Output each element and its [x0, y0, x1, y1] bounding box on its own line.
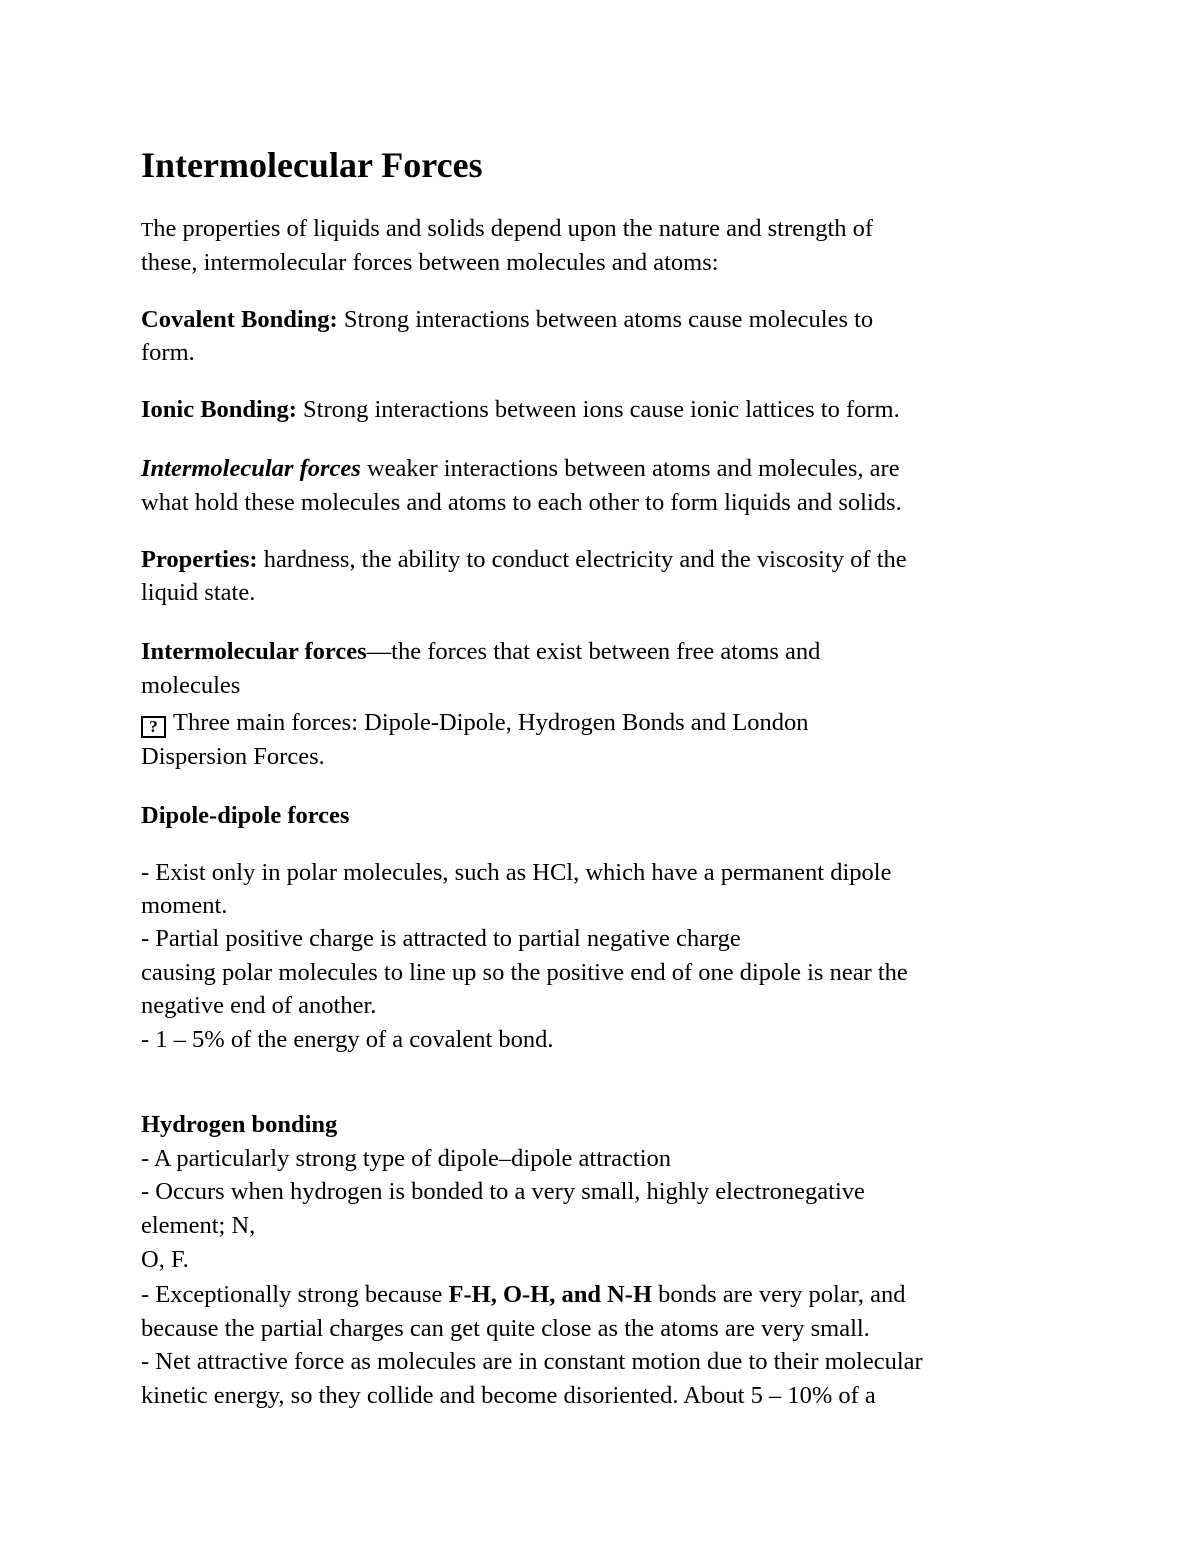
hydrogen-exc-post: bonds are very polar, and — [652, 1281, 906, 1308]
properties-text-1: hardness, the ability to conduct electricity and the viscosity of the — [257, 546, 907, 573]
hydrogen-line-2: - Occurs when hydrogen is bonded to a very small, highly electronegative — [141, 1178, 865, 1205]
imf-def-text-1: —the forces that exist between free atoms and — [366, 638, 821, 665]
hydrogen-heading-text: Hydrogen bonding — [141, 1111, 338, 1138]
hydrogen-line-5 — [141, 1278, 905, 1311]
dipole-line-3: - Partial positive charge is attracted to partial negative charge — [141, 925, 741, 952]
intro-line-1-text: he properties of liquids and solids depend upon the nature and strength of — [153, 215, 874, 242]
dipole-heading — [141, 799, 349, 832]
page-title: Intermolecular Forces — [141, 145, 483, 185]
imf-def-line-4: Dispersion Forces. — [141, 743, 325, 770]
dipole-line-4: causing polar molecules to line up so the positive end of one dipole is near the — [141, 959, 908, 986]
imf-intro-line-1 — [141, 452, 900, 485]
hydrogen-exc-bonds: F-H, O-H, and N-H — [448, 1281, 653, 1308]
imf-def-bullet-line — [141, 706, 808, 739]
dipole-line-1: - Exist only in polar molecules, such as HCl, which have a permanent dipole — [141, 859, 892, 886]
covalent-term: Covalent Bonding: — [141, 306, 338, 333]
dipole-heading-text: Dipole-dipole forces — [141, 802, 350, 829]
imf-intro-text-1: weaker interactions between atoms and molecules, are — [360, 455, 900, 482]
hydrogen-line-7: - Net attractive force as molecules are in constant motion due to their molecular — [141, 1348, 923, 1375]
hydrogen-line-8: kinetic energy, so they collide and become disoriented. About 5 – 10% of a — [141, 1382, 876, 1409]
imf-intro-term: Intermolecular forces — [141, 455, 361, 482]
imf-def-line-2: molecules — [141, 672, 241, 699]
imf-def-line-1 — [141, 635, 820, 668]
ionic-line — [141, 393, 900, 426]
unknown-glyph-icon: ? — [141, 716, 166, 738]
hydrogen-line-3: element; N, — [141, 1212, 256, 1239]
intro-line-1 — [141, 212, 873, 247]
hydrogen-heading — [141, 1108, 337, 1141]
covalent-line-2: form. — [141, 339, 195, 366]
properties-line-2: liquid state. — [141, 579, 256, 606]
properties-term: Properties: — [141, 546, 258, 573]
hydrogen-line-1: - A particularly strong type of dipole–dipole attraction — [141, 1145, 672, 1172]
dipole-line-5: negative end of another. — [141, 992, 377, 1019]
imf-def-term: Intermolecular forces — [141, 638, 367, 665]
ionic-term: Ionic Bonding: — [141, 396, 297, 423]
hydrogen-exc-pre: - Exceptionally strong because — [141, 1281, 449, 1308]
dipole-line-6: - 1 – 5% of the energy of a covalent bond. — [141, 1026, 554, 1053]
ionic-text: Strong interactions between ions cause ionic lattices to form. — [296, 396, 900, 423]
covalent-text-1: Strong interactions between atoms cause molecules to — [337, 306, 874, 333]
imf-intro-line-2: what hold these molecules and atoms to each other to form liquids and solids. — [141, 489, 902, 516]
hydrogen-line-4: O, F. — [141, 1246, 189, 1273]
intro-line-2: these, intermolecular forces between molecules and atoms: — [141, 249, 719, 276]
intro-first-letter: T — [141, 219, 154, 241]
dipole-line-2: moment. — [141, 892, 228, 919]
imf-def-text-3: Three main forces: Dipole-Dipole, Hydrogen Bonds and London — [173, 709, 809, 736]
hydrogen-line-6: because the partial charges can get quite close as the atoms are very small. — [141, 1315, 870, 1342]
covalent-line-1 — [141, 303, 873, 336]
properties-line-1 — [141, 543, 907, 576]
